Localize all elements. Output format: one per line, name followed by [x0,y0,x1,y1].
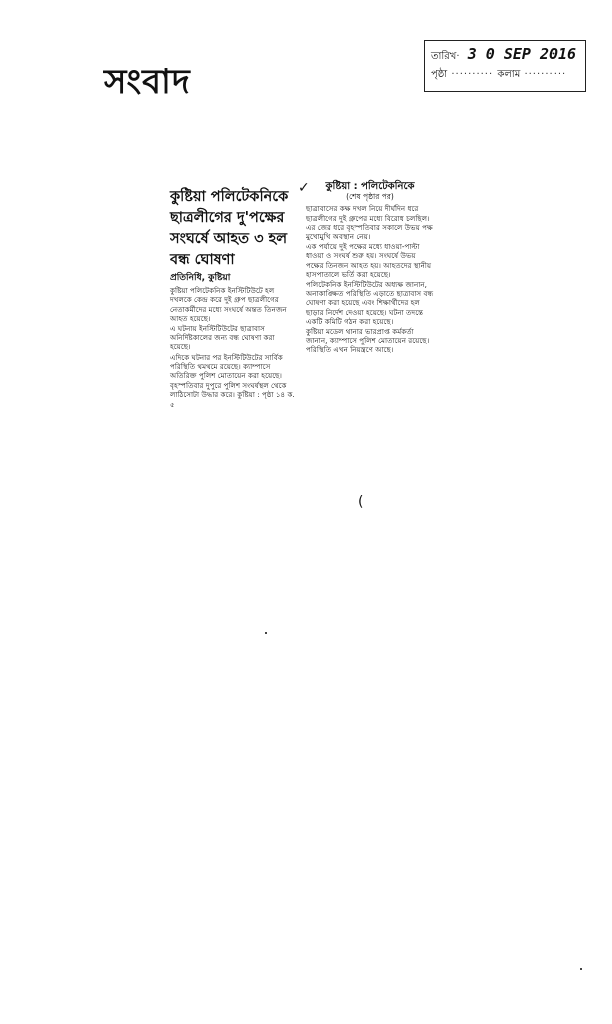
continuation-paragraph: এক পর্যায়ে দুই পক্ষের মধ্যে ধাওয়া-পাল্টা ধাওয়া ও সংঘর্ষ শুরু হয়। সংঘর্ষে উভয় পক্ষের তিনজন আহত হয়। আহতদের স্থানীয় হাসপাতালে ভর্তি করা হয়েছে। [306,242,432,279]
stamp-page-label: পৃষ্ঠা [431,69,448,80]
article-paragraph: এ ঘটনায় ইনস্টিটিউটের ছাত্রাবাস অনির্দিষ্টকালের জন্য বন্ধ ঘোষণা করা হয়েছে। [170,324,275,352]
continuation-paragraph: পলিটেকনিক ইনস্টিটিউটের অধ্যক্ষ জানান, অনাকাঙ্ক্ষিত পরিস্থিতি এড়াতে ছাত্রাবাস বন্ধ ঘোষণা করা হয়েছে এবং শিক্ষার্থীদের হল ছাড়ার নির্দেশ দেওয়া হয়েছে। ঘটনা তদন্তে একটি কমিটি গঠন করা হয়েছে। [306,280,434,326]
article-byline: প্রতিনিধি, কুষ্টিয়া [170,273,231,283]
article-paragraph: এদিকে ঘটনার পর ইনস্টিটিউটের সার্বিক পরিস্থিতি থমথমে রয়েছে। ক্যাম্পাসে অতিরিক্ত পুলিশ মোতায়েন করা হয়েছে। [170,352,283,381]
stamp-date-label: তারিখ [431,51,457,62]
article-continuation-column [306,182,434,356]
speck [265,632,267,634]
article-paragraph: বৃহস্পতিবার দুপুরে পুলিশ সংঘর্ষস্থল থেকে লাঠিসোটা উদ্ধার করে। কুষ্টিয়া : পৃষ্ঠা ১৪ ক. ৫ [170,381,295,409]
date-stamp: তারিখ· 3 0 SEP 2016 পৃষ্ঠা ·········· কলাম ·········· [424,40,586,92]
article-paragraph: কুষ্টিয়া পলিটেকনিক ইনস্টিটিউটে হল দখলকে কেন্দ্র করে দুই গ্রুপ ছাত্রলীগের নেতাকর্মীদের মধ্যে সংঘর্ষে অন্তত তিনজন আহত হয়েছে। [170,286,287,323]
continuation-paragraph: ছাত্রাবাসের কক্ষ দখল নিয়ে দীর্ঘদিন ধরে ছাত্রলীগের দুই গ্রুপের মধ্যে বিরোধ চলছিল। এর জের ধরে বৃহস্পতিবার সকালে উভয় পক্ষ মুখোমুখি অবস্থান নেয়। [306,204,433,242]
continuation-heading: কুষ্টিয়া : পলিটেকনিকে [325,181,415,192]
article-first-column [170,186,296,410]
stamp-column-label: কলাম [497,69,521,80]
pen-mark-icon: ( [358,494,364,510]
continuation-subheading: (শেষ পৃষ্ঠার পর) [346,192,394,202]
check-mark-icon: ✓ [298,180,310,196]
article-headline: কুষ্টিয়া পলিটেকনিকে ছাত্রলীগের দু'পক্ষের সংঘর্ষে আহত ৩ হল বন্ধ ঘোষণা [170,188,289,268]
speck [580,968,582,970]
newspaper-name: সংবাদ [104,62,191,102]
stamp-date-value: 3 0 SEP 2016 [467,45,577,63]
continuation-paragraph: কুষ্টিয়া মডেল থানার ভারপ্রাপ্ত কর্মকর্তা জানান, ক্যাম্পাসে পুলিশ মোতায়েন রয়েছে। পরিস্থিতি এখন নিয়ন্ত্রণে আছে। [306,327,430,355]
